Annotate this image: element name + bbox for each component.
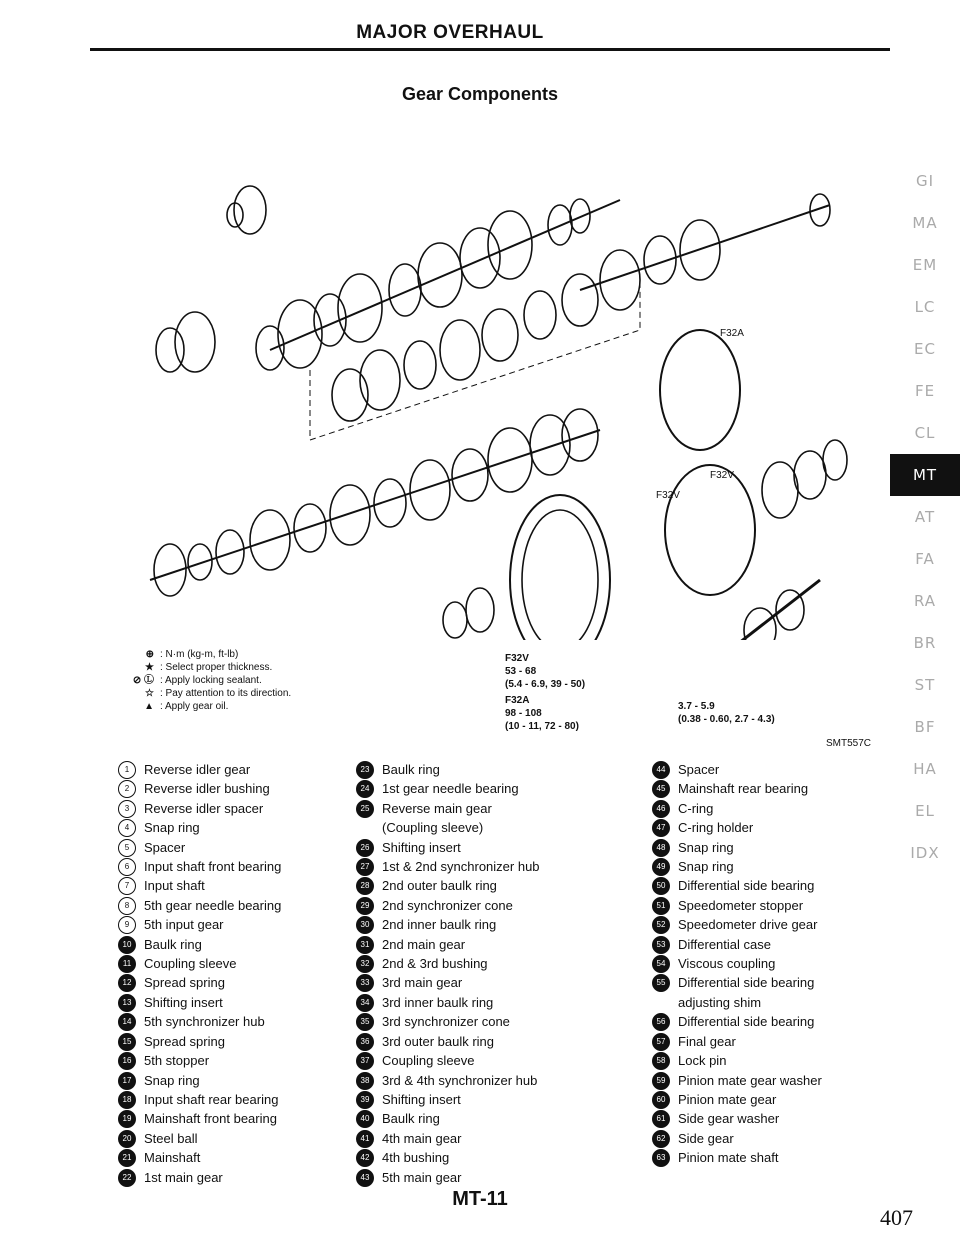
part-number: 11	[118, 955, 136, 973]
variant-label-f32v: F32V	[710, 470, 734, 481]
variant-label-f32a: F32A	[720, 328, 744, 339]
symbol-legend	[118, 648, 291, 713]
part-item	[356, 915, 540, 934]
part-number: 56	[652, 1013, 670, 1031]
section-tabs	[890, 160, 960, 874]
part-number: 5	[118, 839, 136, 857]
part-item	[118, 993, 281, 1012]
part-name: Side gear washer	[678, 1111, 780, 1127]
part-number: 32	[356, 955, 374, 973]
part-name: Coupling sleeve	[144, 956, 237, 972]
part-number: 22	[118, 1169, 136, 1187]
section-tab-mt: MT	[890, 454, 960, 496]
torque-variant: F32A	[505, 695, 530, 706]
part-number: 15	[118, 1033, 136, 1051]
part-name: 5th synchronizer hub	[144, 1014, 265, 1030]
parts-list-column-1	[118, 760, 281, 1187]
part-number: 58	[652, 1052, 670, 1070]
part-name: 4th bushing	[382, 1150, 450, 1166]
part-item	[652, 1090, 822, 1109]
part-number: 60	[652, 1091, 670, 1109]
part-name: 1st & 2nd synchronizer hub	[382, 859, 540, 875]
final-gear	[443, 495, 610, 640]
part-item	[118, 1109, 281, 1128]
part-name: 3rd inner baulk ring	[382, 994, 494, 1010]
part-number: 46	[652, 800, 670, 818]
part-item	[652, 954, 822, 973]
part-number: 37	[356, 1052, 374, 1070]
part-name: Shifting insert	[382, 1091, 461, 1107]
part-name: 5th main gear	[382, 1169, 462, 1185]
part-number: 57	[652, 1033, 670, 1051]
part-number: 47	[652, 819, 670, 837]
part-name: Mainshaft front bearing	[144, 1111, 277, 1127]
section-tab-ra: RA	[913, 592, 937, 610]
part-item	[118, 779, 281, 798]
part-item	[356, 1012, 540, 1031]
part-item	[356, 1129, 540, 1148]
part-name: Snap ring	[678, 839, 734, 855]
part-name: Baulk ring	[382, 1111, 440, 1127]
part-name: Lock pin	[678, 1053, 727, 1069]
upper-shaft-assembly	[156, 186, 620, 372]
part-number: 10	[118, 936, 136, 954]
part-name: Input shaft	[144, 878, 205, 894]
part-item	[652, 760, 822, 779]
part-number: 39	[356, 1091, 374, 1109]
part-number: 30	[356, 916, 374, 934]
part-name: Spacer	[144, 839, 186, 855]
part-item	[356, 1090, 540, 1109]
part-item	[118, 857, 281, 876]
part-item	[356, 1032, 540, 1051]
section-tab-em: EM	[912, 256, 938, 274]
part-name: Final gear	[678, 1033, 736, 1049]
part-number: 3	[118, 800, 136, 818]
part-item	[118, 838, 281, 857]
part-number: 43	[356, 1169, 374, 1187]
part-item	[356, 896, 540, 915]
part-name: Speedometer stopper	[678, 897, 804, 913]
part-name: Differential side bearing	[678, 878, 815, 894]
part-name: Snap ring	[144, 820, 200, 836]
part-number: 59	[652, 1072, 670, 1090]
part-name: 2nd inner baulk ring	[382, 917, 497, 933]
parts-list-column-3	[652, 760, 822, 1168]
part-number: 55	[652, 974, 670, 992]
part-item	[356, 1168, 540, 1187]
part-name: 3rd main gear	[382, 975, 463, 991]
part-number: 2	[118, 780, 136, 798]
part-item	[652, 1071, 822, 1090]
torque-detail: (10 - 11, 72 - 80)	[505, 721, 579, 732]
legend-text: : N·m (kg-m, ft-lb)	[160, 649, 239, 660]
part-name: 1st main gear	[144, 1169, 223, 1185]
part-name: Reverse idler gear	[144, 762, 251, 777]
part-item	[118, 915, 281, 934]
part-item	[118, 760, 281, 779]
torque-value: 3.7 - 5.9	[678, 701, 715, 712]
part-item	[356, 799, 540, 838]
mainshaft-assembly	[332, 194, 830, 421]
part-item	[356, 779, 540, 798]
part-number: 63	[652, 1149, 670, 1167]
torque-value: 53 - 68	[505, 666, 537, 677]
part-name: Snap ring	[678, 859, 734, 875]
legend-row	[118, 648, 291, 661]
part-number: 42	[356, 1149, 374, 1167]
part-number: 24	[356, 780, 374, 798]
part-name: 2nd main gear	[382, 936, 466, 952]
part-name: Input shaft rear bearing	[144, 1091, 279, 1107]
part-number: 36	[356, 1033, 374, 1051]
page-code: MT-11	[452, 1188, 508, 1210]
part-name: Input shaft front bearing	[144, 859, 282, 875]
part-item	[118, 1129, 281, 1148]
legend-symbol: ☆	[145, 688, 154, 699]
part-item	[652, 838, 822, 857]
section-tab-st: ST	[914, 676, 936, 694]
section-tab-at: AT	[914, 508, 936, 526]
part-name: Spacer	[678, 762, 720, 777]
variant-label-f32v-2: F32V	[656, 490, 680, 501]
legend-symbol: ▲	[144, 701, 154, 712]
part-item	[356, 760, 540, 779]
lower-shaft-assembly	[150, 409, 600, 596]
part-item	[652, 1129, 822, 1148]
part-number: 26	[356, 839, 374, 857]
part-item	[118, 1012, 281, 1031]
part-number: 44	[652, 761, 670, 779]
part-item	[652, 818, 822, 837]
part-name: Steel ball	[144, 1130, 198, 1146]
part-name: Baulk ring	[382, 762, 440, 777]
part-number: 40	[356, 1110, 374, 1128]
legend-symbol: ⊕	[145, 649, 154, 660]
part-item	[652, 935, 822, 954]
part-number: 50	[652, 877, 670, 895]
part-number: 34	[356, 994, 374, 1012]
part-name: Pinion mate gear washer	[678, 1072, 822, 1088]
legend-text: : Apply gear oil.	[160, 701, 229, 712]
part-item	[652, 973, 822, 1012]
part-item	[356, 1148, 540, 1167]
part-item	[652, 896, 822, 915]
part-number: 48	[652, 839, 670, 857]
part-number: 28	[356, 877, 374, 895]
part-item	[652, 915, 822, 934]
part-name: 2nd outer baulk ring	[382, 878, 497, 894]
section-tab-ha: HA	[913, 760, 937, 778]
part-item	[356, 954, 540, 973]
part-number: 52	[652, 916, 670, 934]
part-number: 62	[652, 1130, 670, 1148]
section-tab-fe: FE	[914, 382, 936, 400]
page-number: 407	[880, 1205, 913, 1230]
legend-text: : Select proper thickness.	[160, 662, 273, 673]
legend-row	[118, 687, 291, 700]
section-tab-br: BR	[913, 634, 937, 652]
part-name: Reverse idler bushing	[144, 781, 270, 797]
part-item	[356, 857, 540, 876]
part-name: 1st gear needle bearing	[382, 781, 519, 797]
torque-detail: (5.4 - 6.9, 39 - 50)	[505, 679, 586, 690]
part-name: 4th main gear	[382, 1130, 462, 1146]
section-tab-el: EL	[915, 802, 935, 820]
part-item	[118, 1148, 281, 1167]
part-name: Pinion mate shaft	[678, 1150, 779, 1166]
legend-symbol: ⊘ Ⓛ	[132, 675, 154, 686]
part-number: 16	[118, 1052, 136, 1070]
part-item	[652, 779, 822, 798]
legend-symbol: ★	[145, 662, 154, 673]
part-number: 35	[356, 1013, 374, 1031]
part-number: 7	[118, 877, 136, 895]
part-number: 33	[356, 974, 374, 992]
part-number: 53	[652, 936, 670, 954]
section-tab-lc: LC	[914, 298, 936, 316]
torque-value: 98 - 108	[505, 708, 542, 719]
section-tab-idx: IDX	[910, 844, 940, 862]
section-tab-ec: EC	[914, 340, 936, 358]
page-title: MAJOR OVERHAUL	[356, 22, 544, 43]
figure-reference-code: SMT557C	[826, 738, 872, 749]
part-number: 13	[118, 994, 136, 1012]
legend-text: : Pay attention to its direction.	[160, 688, 292, 699]
part-number: 61	[652, 1110, 670, 1128]
part-number: 14	[118, 1013, 136, 1031]
part-number: 1	[118, 761, 136, 779]
part-name: Snap ring	[144, 1072, 200, 1088]
part-item	[652, 1012, 822, 1031]
differential-case	[660, 330, 847, 640]
part-number: 12	[118, 974, 136, 992]
part-number: 18	[118, 1091, 136, 1109]
legend-text: : Apply locking sealant.	[160, 675, 262, 686]
part-name: Differential case	[678, 936, 771, 952]
part-number: 25	[356, 800, 374, 818]
part-name: Coupling sleeve	[382, 1053, 475, 1069]
part-name: Side gear	[678, 1130, 734, 1146]
part-number: 49	[652, 858, 670, 876]
part-item	[118, 876, 281, 895]
part-item	[356, 838, 540, 857]
part-number: 9	[118, 916, 136, 934]
part-name: 5th stopper	[144, 1053, 210, 1069]
part-name: Viscous coupling	[678, 956, 776, 972]
part-number: 41	[356, 1130, 374, 1148]
part-name: Baulk ring	[144, 936, 202, 952]
part-number: 27	[356, 858, 374, 876]
header-rule	[90, 48, 890, 51]
section-tab-cl: CL	[914, 424, 936, 442]
section-tab-bf: BF	[914, 718, 936, 736]
part-name: Speedometer drive gear	[678, 917, 818, 933]
part-name: 5th gear needle bearing	[144, 897, 282, 913]
part-name: Mainshaft rear bearing	[678, 781, 809, 797]
part-item	[118, 1051, 281, 1070]
part-name: Differential side bearing adjusting shim	[678, 975, 815, 1010]
part-number: 29	[356, 897, 374, 915]
part-item	[118, 935, 281, 954]
torque-variant: F32V	[505, 653, 529, 664]
part-item	[652, 1109, 822, 1128]
part-name: 3rd & 4th synchronizer hub	[382, 1072, 538, 1088]
legend-row	[118, 674, 291, 687]
part-item	[652, 857, 822, 876]
section-tab-gi: GI	[915, 172, 935, 190]
part-item	[356, 1071, 540, 1090]
part-name: 3rd outer baulk ring	[382, 1033, 495, 1049]
part-number: 6	[118, 858, 136, 876]
part-item	[118, 799, 281, 818]
part-name: Reverse main gear (Coupling sleeve)	[382, 800, 492, 836]
part-item	[118, 954, 281, 973]
part-name: Reverse idler spacer	[144, 800, 264, 816]
part-name: 2nd synchronizer cone	[382, 897, 513, 913]
part-name: Differential side bearing	[678, 1014, 815, 1030]
exploded-gear-diagram	[60, 110, 860, 640]
part-name: Shifting insert	[144, 994, 223, 1010]
part-item	[356, 935, 540, 954]
part-item	[118, 818, 281, 837]
part-name: Spread spring	[144, 1033, 225, 1049]
part-number: 51	[652, 897, 670, 915]
part-item	[652, 1148, 822, 1167]
parts-list-column-2	[356, 760, 540, 1187]
part-item	[356, 876, 540, 895]
part-item	[652, 1051, 822, 1070]
part-name: 2nd & 3rd bushing	[382, 956, 488, 972]
part-number: 38	[356, 1072, 374, 1090]
part-name: Mainshaft	[144, 1150, 201, 1166]
part-number: 17	[118, 1072, 136, 1090]
part-number: 19	[118, 1110, 136, 1128]
part-number: 4	[118, 819, 136, 837]
part-item	[356, 1051, 540, 1070]
part-item	[118, 973, 281, 992]
part-name: 3rd synchronizer cone	[382, 1014, 510, 1030]
part-item	[118, 1168, 281, 1187]
part-item	[652, 799, 822, 818]
part-number: 23	[356, 761, 374, 779]
part-item	[118, 1090, 281, 1109]
part-number: 20	[118, 1130, 136, 1148]
section-tab-fa: FA	[915, 550, 935, 568]
torque-spec-f32a	[505, 694, 579, 733]
part-number: 8	[118, 897, 136, 915]
part-name: Spread spring	[144, 975, 225, 991]
part-number: 45	[652, 780, 670, 798]
part-name: 5th input gear	[144, 917, 224, 933]
torque-detail: (0.38 - 0.60, 2.7 - 4.3)	[678, 714, 775, 725]
part-name: Shifting insert	[382, 839, 461, 855]
section-tab-ma: MA	[912, 214, 938, 232]
legend-row	[118, 661, 291, 674]
section-title: Gear Components	[401, 84, 559, 104]
part-item	[652, 876, 822, 895]
torque-spec-f32v	[505, 652, 585, 691]
part-name: Pinion mate gear	[678, 1091, 777, 1107]
part-item	[652, 1032, 822, 1051]
part-item	[356, 1109, 540, 1128]
part-item	[356, 993, 540, 1012]
torque-spec-pinion	[678, 700, 775, 726]
part-name: C-ring	[678, 800, 714, 816]
part-number: 31	[356, 936, 374, 954]
part-name: C-ring holder	[678, 820, 754, 836]
part-item	[356, 973, 540, 992]
part-item	[118, 1071, 281, 1090]
legend-row	[118, 700, 291, 713]
part-number: 54	[652, 955, 670, 973]
part-number: 21	[118, 1149, 136, 1167]
part-item	[118, 896, 281, 915]
part-item	[118, 1032, 281, 1051]
